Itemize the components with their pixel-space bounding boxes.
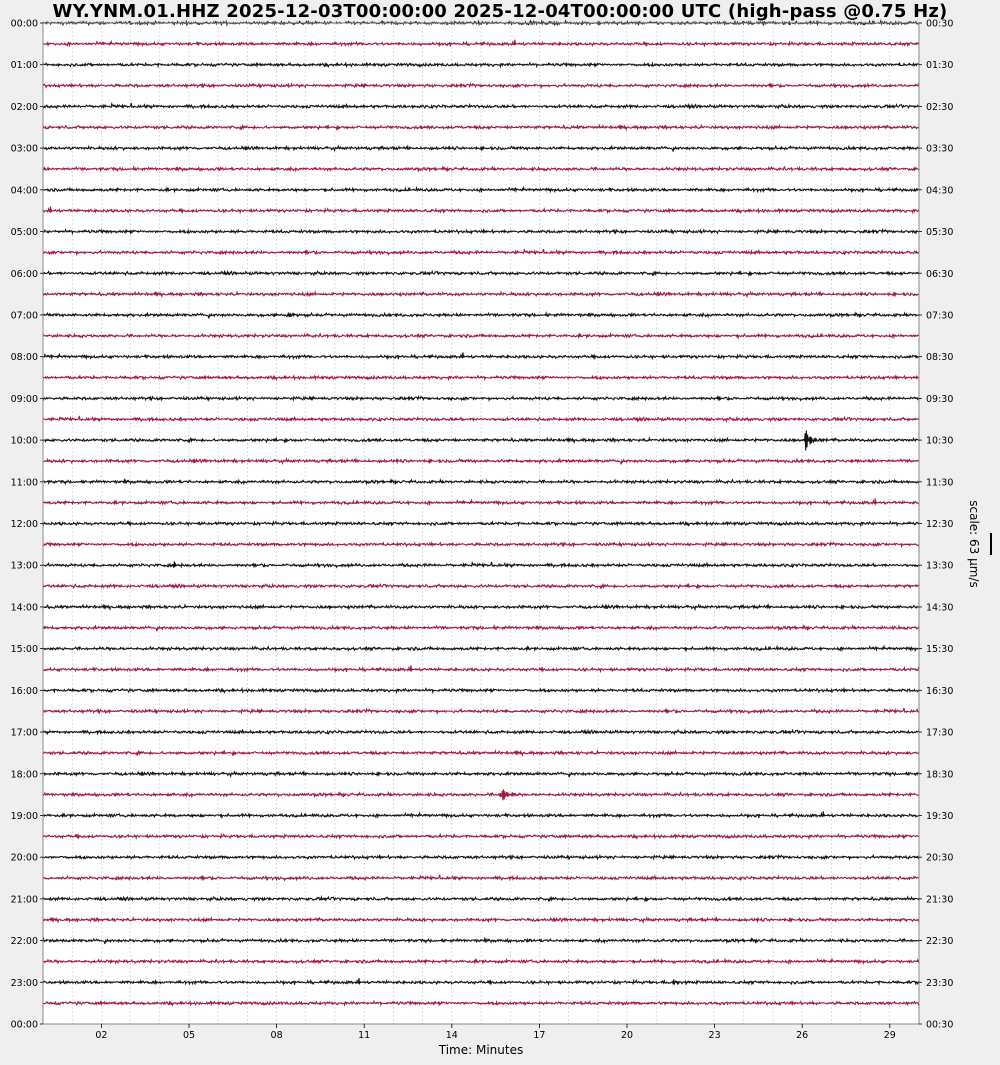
- y-tick-label-left: 10:00: [10, 435, 38, 447]
- y-tick-label-right: 16:30: [926, 685, 954, 697]
- y-tick-label-right: 17:30: [926, 727, 954, 739]
- y-tick-label-right: 02:30: [926, 101, 954, 113]
- y-tick-label-right: 10:30: [926, 435, 954, 447]
- y-tick-label-left: 05:00: [10, 227, 38, 239]
- y-tick-label-left: 01:00: [10, 60, 38, 72]
- y-tick-label-left: 17:00: [10, 727, 38, 739]
- x-tick-label: 29: [883, 1030, 896, 1041]
- y-tick-label-right: 00:30: [926, 18, 954, 30]
- y-tick-label-left: 16:00: [10, 685, 38, 697]
- x-tick-label: 23: [708, 1030, 721, 1041]
- y-tick-label-left: 20:00: [10, 852, 38, 864]
- y-tick-label-right: 19:30: [926, 810, 954, 822]
- y-tick-label-right: 00:30: [926, 1019, 954, 1031]
- y-tick-label-right: 23:30: [926, 977, 954, 989]
- y-tick-label-left: 23:00: [10, 977, 38, 989]
- y-tick-label-right: 11:30: [926, 477, 954, 489]
- x-tick-label: 02: [95, 1030, 108, 1041]
- scale-label: scale: 63 µm/s: [967, 500, 981, 588]
- y-tick-label-left: 00:00: [10, 18, 38, 30]
- x-tick-label: 11: [358, 1030, 371, 1041]
- y-tick-label-left: 06:00: [10, 268, 38, 280]
- y-tick-label-left: 19:00: [10, 810, 38, 822]
- y-tick-label-right: 15:30: [926, 644, 954, 656]
- y-tick-label-right: 12:30: [926, 519, 954, 530]
- y-tick-label-left: 13:00: [10, 560, 38, 572]
- y-tick-label-right: 21:30: [926, 894, 954, 906]
- y-tick-label-left: 00:00: [10, 1019, 38, 1031]
- x-tick-label: 26: [796, 1030, 809, 1041]
- y-tick-label-right: 09:30: [926, 393, 954, 405]
- y-tick-label-right: 08:30: [926, 352, 954, 364]
- y-tick-label-left: 12:00: [10, 519, 38, 530]
- x-tick-label: 17: [533, 1030, 546, 1041]
- y-tick-label-left: 14:00: [10, 602, 38, 614]
- x-tick-label: 14: [445, 1030, 458, 1041]
- x-tick-label: 08: [270, 1030, 283, 1041]
- y-tick-label-right: 13:30: [926, 560, 954, 572]
- y-tick-label-right: 05:30: [926, 227, 954, 239]
- x-tick-label: 20: [620, 1030, 634, 1041]
- y-tick-label-left: 04:00: [10, 185, 38, 197]
- y-tick-label-left: 15:00: [10, 644, 38, 656]
- y-tick-label-left: 18:00: [10, 769, 38, 781]
- y-tick-label-right: 01:30: [926, 60, 954, 72]
- y-tick-label-left: 11:00: [10, 477, 38, 489]
- y-tick-label-right: 06:30: [926, 268, 954, 280]
- y-tick-label-right: 22:30: [926, 936, 954, 948]
- y-tick-label-left: 22:00: [10, 936, 38, 948]
- y-tick-label-left: 03:00: [10, 143, 38, 155]
- x-tick-label: 05: [182, 1030, 196, 1041]
- x-axis-label: Time: Minutes: [438, 1043, 524, 1057]
- y-tick-label-left: 08:00: [10, 352, 38, 364]
- y-tick-label-left: 09:00: [10, 393, 38, 405]
- y-tick-label-left: 02:00: [10, 101, 38, 113]
- y-tick-label-left: 07:00: [10, 310, 38, 322]
- y-tick-label-right: 18:30: [926, 769, 954, 781]
- chart-title: WY.YNM.01.HHZ 2025-12-03T00:00:00 2025-12-04T00:00:00 UTC (high-pass @0.75 Hz): [52, 1, 948, 22]
- y-tick-label-left: 21:00: [10, 894, 38, 906]
- y-tick-label-right: 20:30: [926, 852, 954, 864]
- y-tick-label-right: 14:30: [926, 602, 954, 614]
- y-tick-label-right: 07:30: [926, 310, 954, 322]
- y-tick-label-right: 04:30: [926, 185, 954, 197]
- y-tick-label-right: 03:30: [926, 143, 954, 155]
